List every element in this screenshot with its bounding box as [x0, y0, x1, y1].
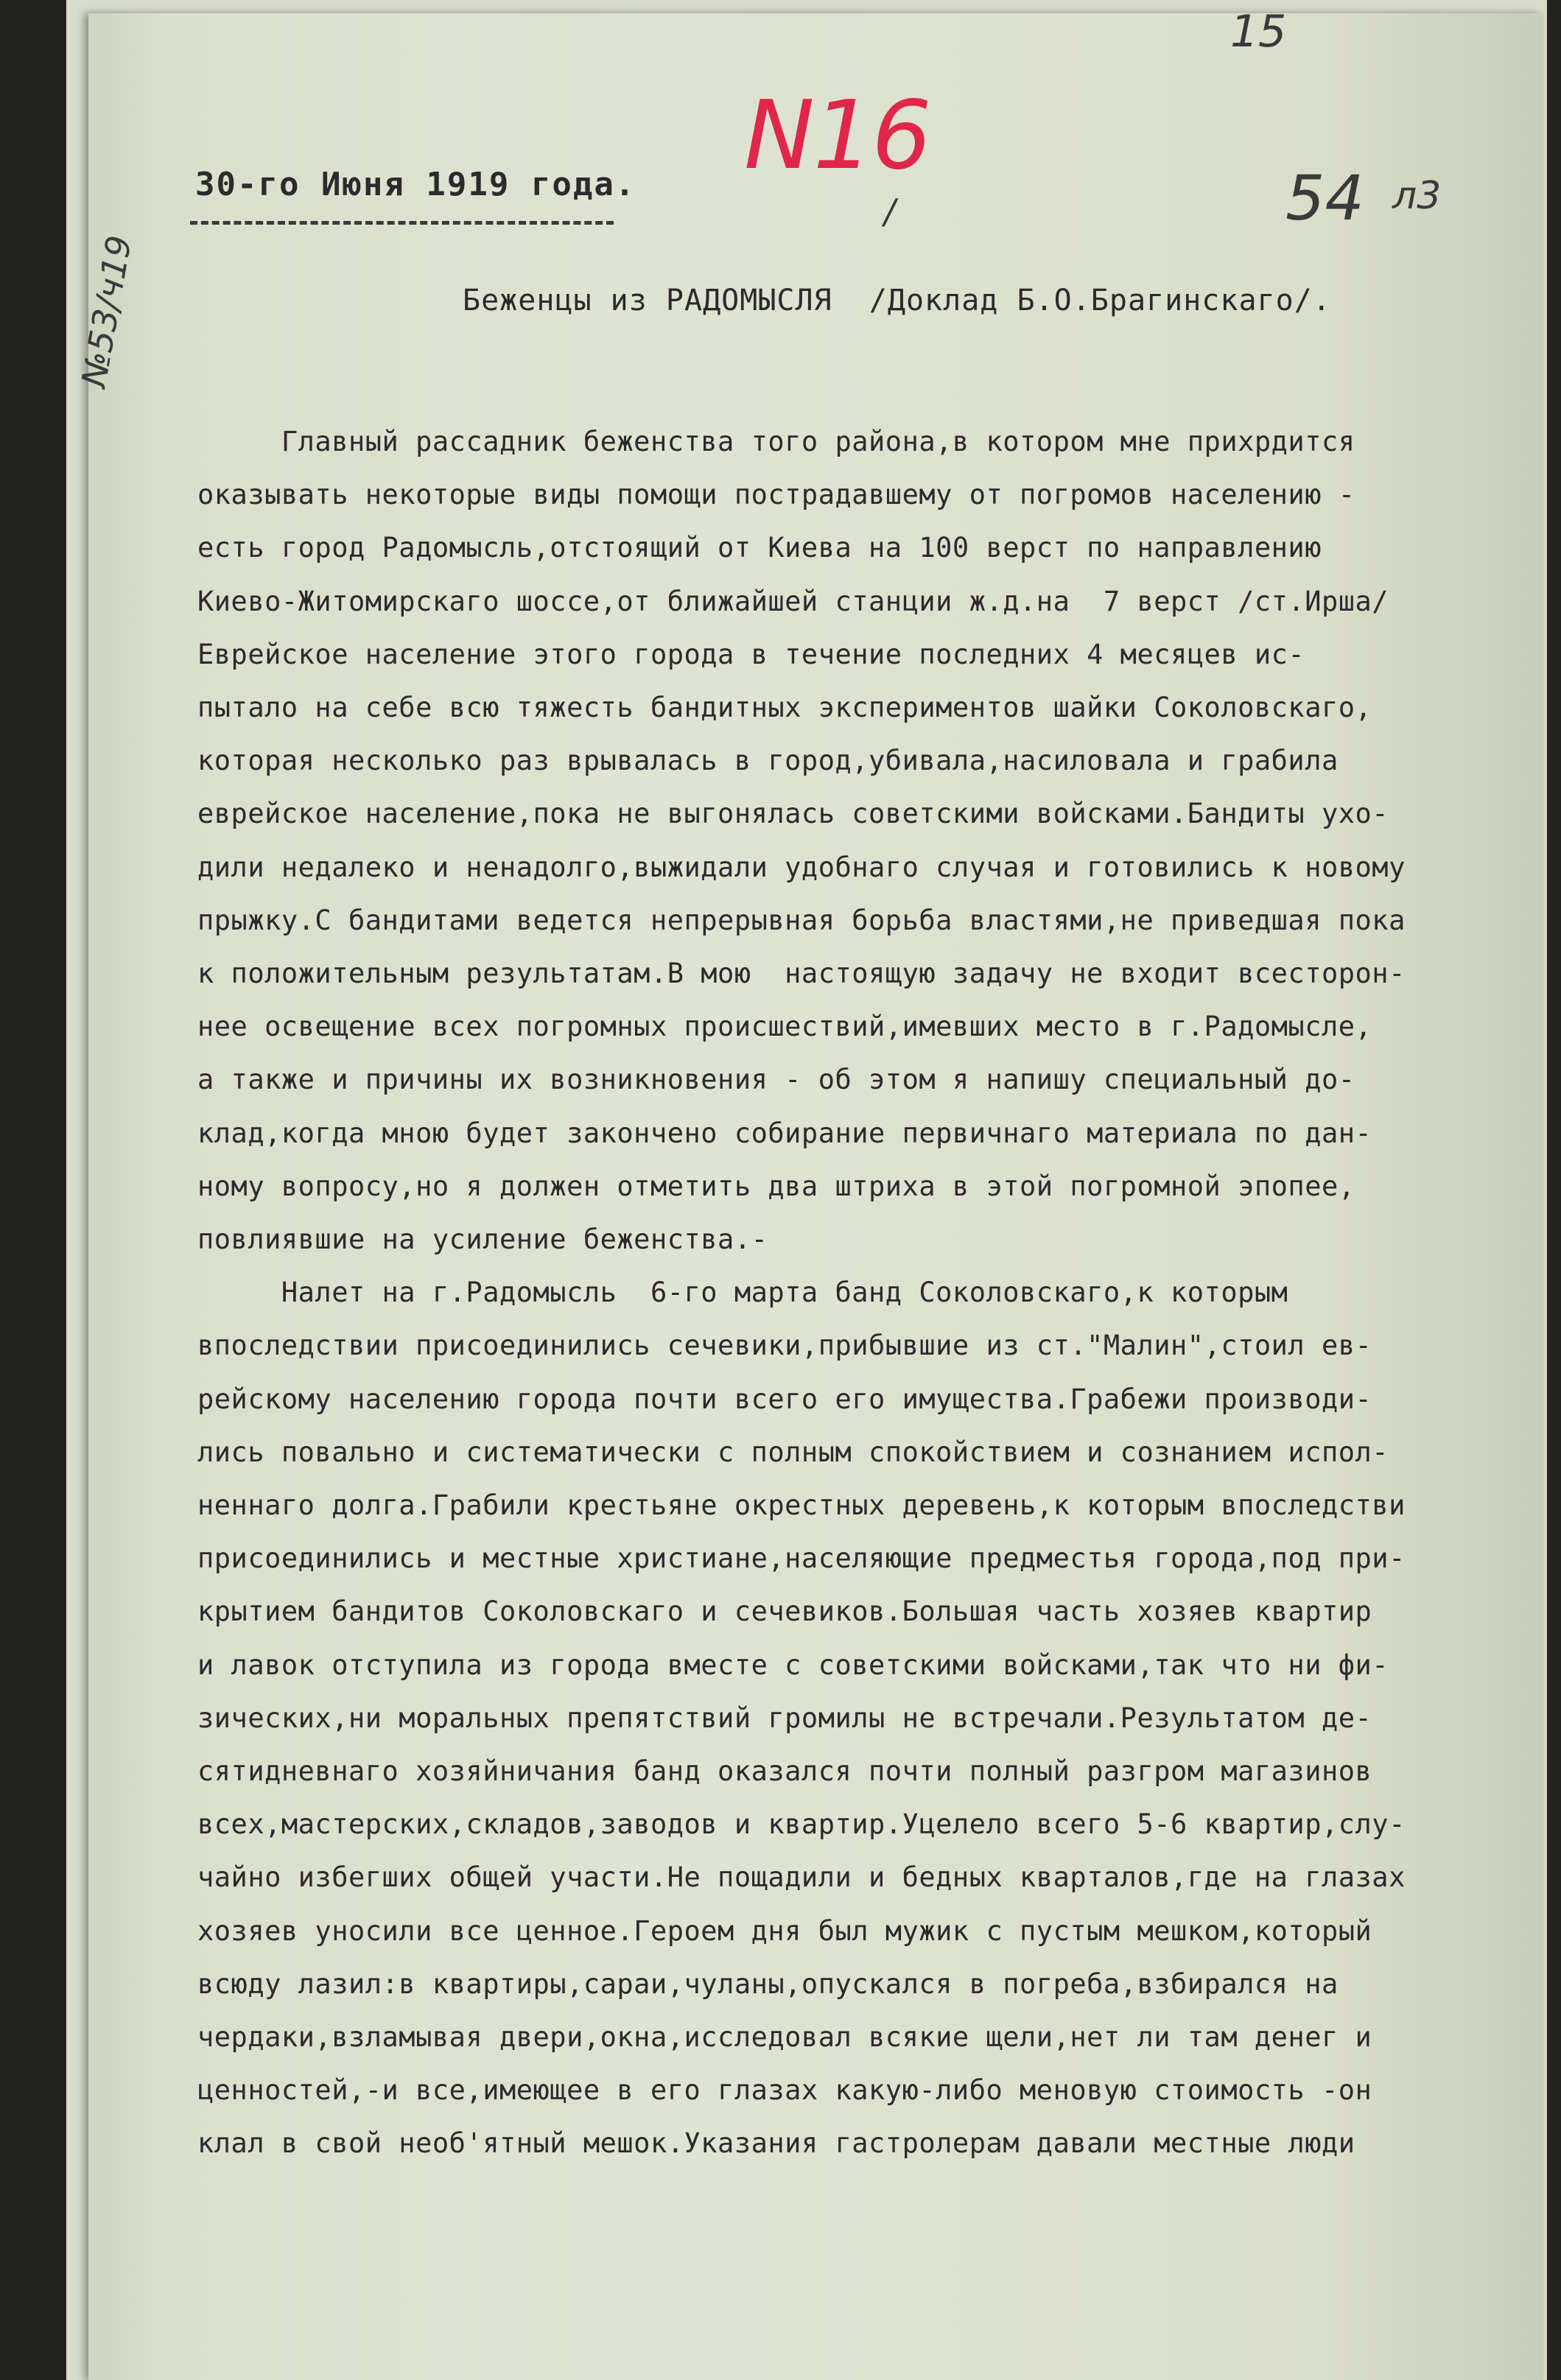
body-line: клад,когда мною будет закончено собирание первичнаго материала по дан-: [197, 1117, 1372, 1149]
body-line: есть город Радомысль,отстоящий от Киева на 100 верст по направлению: [197, 532, 1322, 564]
document-title: Беженцы из РАДОМЫСЛЯ /Доклад Б.О.Брагинскаго/.: [463, 284, 1331, 317]
body-line: которая несколько раз врывалась в город,убивала,насиловала и грабила: [197, 745, 1339, 776]
date-underline: [190, 221, 614, 225]
body-line: крытием бандитов Соколовскаго и сечевиков.Большая часть хозяев квартир: [197, 1596, 1372, 1627]
body-line: сятидневнаго хозяйничания банд оказался почти полный разгром магазинов: [197, 1755, 1372, 1787]
corner-handwritten-mark: 15: [1230, 6, 1287, 57]
body-line: всюду лазил:в квартиры,сараи,чуланы,опускался в погреба,взбирался на: [197, 1968, 1339, 2000]
margin-note: №53/ч19: [74, 232, 140, 390]
body-line: Налет на г.Радомысль 6-го марта банд Соколовскаго,к которым: [197, 1277, 1288, 1308]
folio-number: 54: [1285, 162, 1364, 234]
body-line: и лавок отступила из города вместе с советскими войсками,так что ни фи-: [197, 1649, 1389, 1681]
body-line: неннаго долга.Грабили крестьяне окрестных деревень,к которым впоследстви: [197, 1489, 1406, 1521]
body-line: чайно избегших общей участи.Не пощадили и бедных кварталов,где на глазах: [197, 1861, 1406, 1893]
body-line: Киево-Житомирскаго шоссе,от ближайшей станции ж.д.на 7 верст /ст.Ирша/: [197, 586, 1389, 617]
body-line: к положительным результатам.В мою настоящую задачу не входит всесторон-: [197, 958, 1406, 989]
body-line: присоединились и местные христиане,населяющие предместья города,под при-: [197, 1542, 1406, 1574]
body-line: зических,ни моральных препятствий громилы не встречали.Результатом де-: [197, 1702, 1372, 1734]
body-line: пытало на себе всю тяжесть бандитных экспериментов шайки Соколовскаго,: [197, 692, 1372, 723]
body-line: прыжку.С бандитами ведется непрерывная борьба властями,не приведшая пока: [197, 905, 1406, 936]
folio-reference: л3: [1392, 174, 1442, 218]
body-line: впоследствии присоединились сечевики,прибывшие из ст."Малин",стоил ев-: [197, 1330, 1372, 1361]
body-line: а также и причины их возникновения - об этом я напишу специальный до-: [197, 1064, 1355, 1095]
body-line: Еврейское население этого города в течение последних 4 месяцев ис-: [197, 639, 1305, 670]
body-line: еврейское население,пока не выгонялась советскими войсками.Бандиты ухо-: [197, 798, 1389, 829]
document-date: 30-го Июня 1919 года.: [195, 166, 636, 203]
body-line: клал в свой необ'ятный мешок.Указания гастролерам давали местные люди: [197, 2127, 1355, 2159]
body-line: рейскому населению города почти всего его имущества.Грабежи производи-: [197, 1383, 1372, 1415]
body-line: лись повально и систематически с полным спокойствием и сознанием испол-: [197, 1436, 1389, 1468]
body-line: хозяев уносили все ценное.Героем дня был мужик с пустым мешком,который: [197, 1915, 1372, 1947]
pencil-stroke: /: [884, 192, 896, 231]
body-line: всех,мастерских,складов,заводов и квартир.Уцелело всего 5-6 квартир,слу-: [197, 1808, 1406, 1840]
body-line: дили недалеко и ненадолго,выжидали удобнаго случая и готовились к новому: [197, 852, 1406, 883]
body-line: оказывать некоторые виды помощи пострадавшему от погромов населению -: [197, 479, 1355, 510]
body-line: ценностей,-и все,имеющее в его глазах какую-либо меновую стоимость -он: [197, 2074, 1372, 2106]
document-number-stamp: N16: [744, 81, 930, 191]
body-line: ному вопросу,но я должен отметить два штриха в этой погромной эпопее,: [197, 1170, 1355, 1202]
body-line: нее освещение всех погромных происшествий,имевших место в г.Радомысле,: [197, 1011, 1372, 1042]
body-line: чердаки,взламывая двери,окна,исследовал всякие щели,нет ли там денег и: [197, 2021, 1372, 2053]
body-line: Главный рассадник беженства того района,в котором мне прихрдится: [197, 426, 1355, 457]
body-line: повлиявшие на усиление беженства.-: [197, 1224, 768, 1255]
